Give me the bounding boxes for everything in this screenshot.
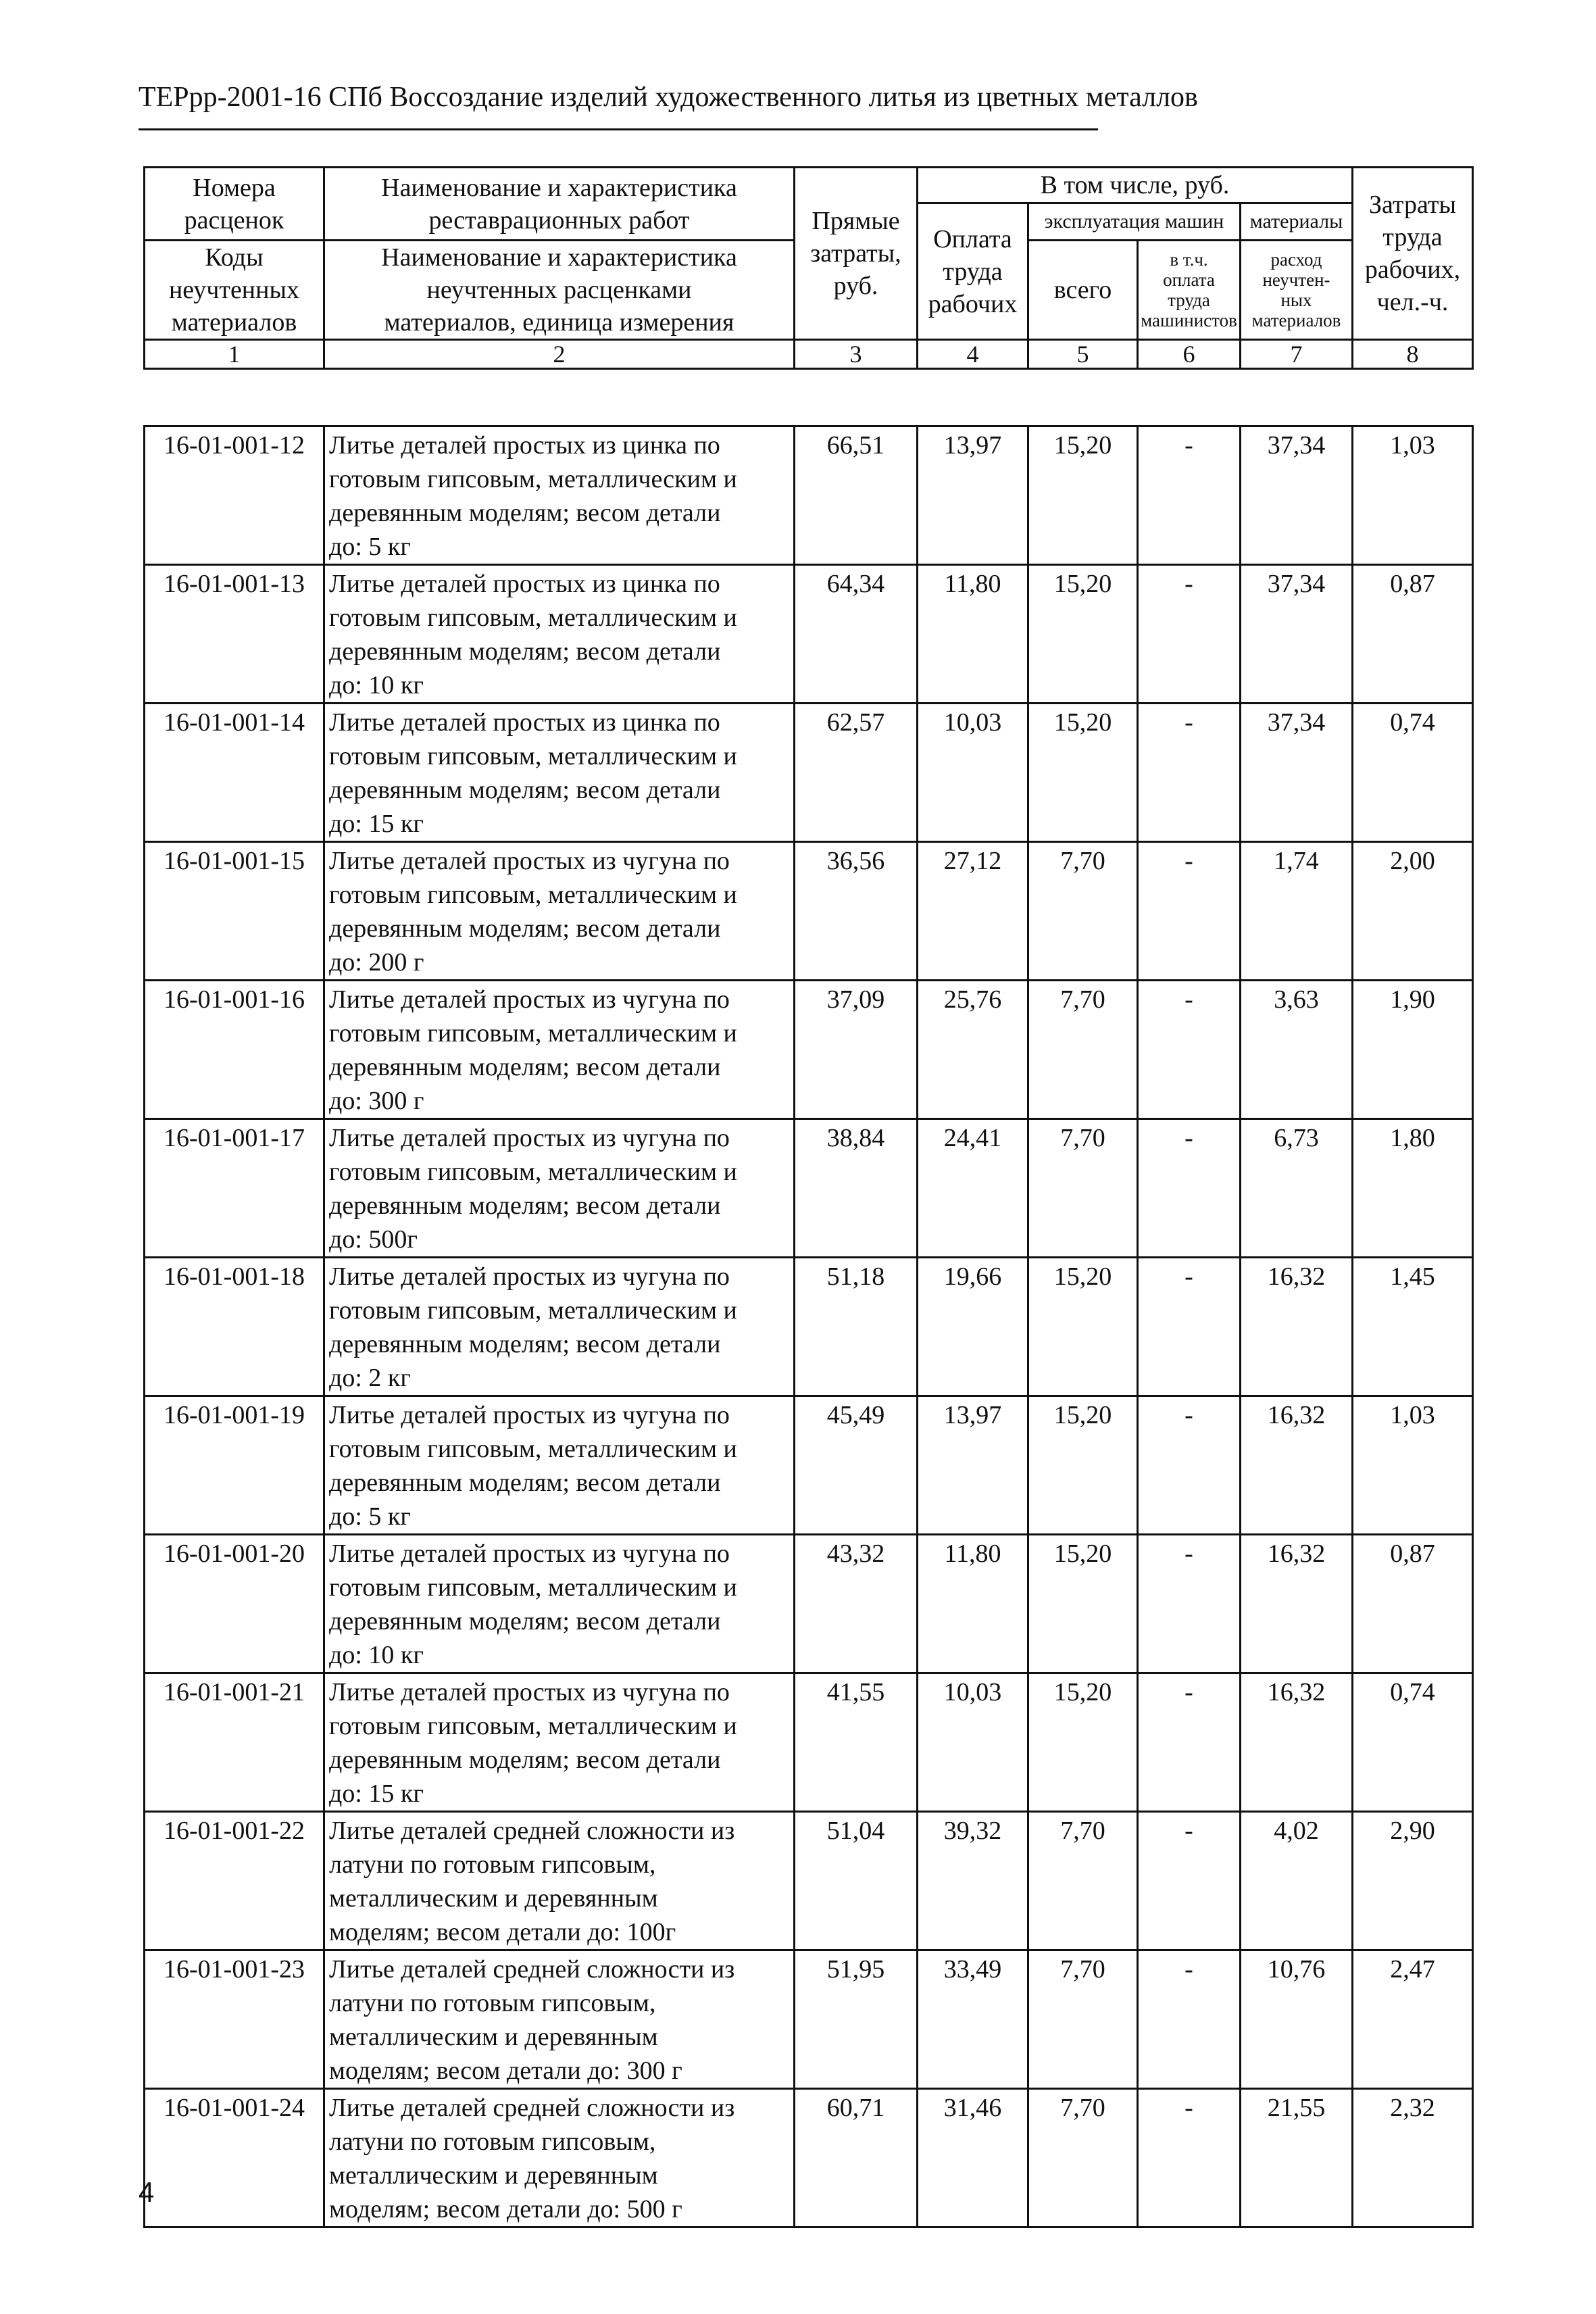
header-machines: эксплуатация машин [1028, 203, 1241, 241]
description-line: металлическим и деревянным [329, 2023, 658, 2051]
page-title: ТЕРрр-2001-16 СПб Воссоздание изделий художественного литья из цветных металлов [139, 82, 1198, 113]
description-line: до: 15 кг [329, 1779, 424, 1808]
description-line: до: 500г [329, 1225, 418, 1254]
labor-pay: 11,80 [918, 1535, 1028, 1673]
machines-total: 15,20 [1028, 1396, 1138, 1535]
machinist-pay: - [1138, 565, 1241, 704]
unaccounted-materials: 16,32 [1241, 1535, 1353, 1673]
labor-hours: 1,80 [1353, 1119, 1473, 1258]
work-description [324, 565, 795, 704]
description-line: деревянным моделям; весом детали [329, 1053, 721, 1081]
labor-pay: 25,76 [918, 981, 1028, 1119]
machinist-pay: - [1138, 1119, 1241, 1258]
column-number: 7 [1241, 340, 1353, 369]
header-machinist-pay: в т.ч. оплата труда машинистов [1138, 241, 1241, 340]
header-column-numbers [145, 340, 1473, 369]
direct-costs: 51,95 [795, 1950, 918, 2089]
description-line: готовым гипсовым, металлическим и [329, 1019, 737, 1048]
description-line: до: 10 кг [329, 671, 424, 699]
description-line: деревянным моделям; весом детали [329, 499, 721, 527]
machines-total: 15,20 [1028, 704, 1138, 842]
description-line: деревянным моделям; весом детали [329, 914, 721, 943]
labor-pay: 13,97 [918, 426, 1028, 565]
labor-pay: 19,66 [918, 1258, 1028, 1396]
title-rule [139, 128, 1098, 130]
labor-pay: 10,03 [918, 704, 1028, 842]
rate-code: 16-01-001-18 [145, 1258, 324, 1396]
machinist-pay: - [1138, 981, 1241, 1119]
description-line: готовым гипсовым, металлическим и [329, 1435, 737, 1463]
description-line: деревянным моделям; весом детали [329, 1607, 721, 1635]
machinist-pay: - [1138, 426, 1241, 565]
description-line: готовым гипсовым, металлическим и [329, 1712, 737, 1740]
unaccounted-materials: 37,34 [1241, 426, 1353, 565]
direct-costs: 41,55 [795, 1673, 918, 1812]
labor-pay: 31,46 [918, 2089, 1028, 2227]
labor-hours: 2,32 [1353, 2089, 1473, 2227]
description-line: деревянным моделям; весом детали [329, 1746, 721, 1774]
labor-hours: 1,45 [1353, 1258, 1473, 1396]
direct-costs: 43,32 [795, 1535, 918, 1673]
machines-total: 15,20 [1028, 565, 1138, 704]
labor-pay: 33,49 [918, 1950, 1028, 2089]
description-line: готовым гипсовым, металлическим и [329, 1573, 737, 1602]
table-row [145, 1396, 1473, 1535]
column-number: 2 [324, 340, 795, 369]
machinist-pay: - [1138, 1673, 1241, 1812]
labor-hours: 1,03 [1353, 426, 1473, 565]
description-line: Литье деталей простых из чугуна по [329, 847, 730, 875]
unaccounted-materials: 16,32 [1241, 1673, 1353, 1812]
rate-code: 16-01-001-21 [145, 1673, 324, 1812]
unaccounted-materials: 10,76 [1241, 1950, 1353, 2089]
rate-code: 16-01-001-24 [145, 2089, 324, 2227]
description-line: готовым гипсовым, металлическим и [329, 1158, 737, 1186]
description-line: до: 5 кг [329, 533, 411, 561]
unaccounted-materials: 37,34 [1241, 565, 1353, 704]
work-description [324, 704, 795, 842]
labor-pay: 24,41 [918, 1119, 1028, 1258]
work-description [324, 1812, 795, 1950]
description-line: готовым гипсовым, металлическим и [329, 465, 737, 493]
rates-table [143, 425, 1474, 2228]
labor-hours: 0,74 [1353, 704, 1473, 842]
header-machines-total: всего [1028, 241, 1138, 340]
description-line: деревянным моделям; весом детали [329, 1191, 721, 1220]
machinist-pay: - [1138, 1812, 1241, 1950]
rate-code: 16-01-001-12 [145, 426, 324, 565]
column-number: 3 [795, 340, 918, 369]
work-description [324, 1396, 795, 1535]
labor-pay: 11,80 [918, 565, 1028, 704]
work-description [324, 1535, 795, 1673]
description-line: деревянным моделям; весом детали [329, 637, 721, 666]
unaccounted-materials: 4,02 [1241, 1812, 1353, 1950]
unaccounted-materials: 16,32 [1241, 1396, 1353, 1535]
description-line: до: 200 г [329, 948, 424, 977]
rate-code: 16-01-001-13 [145, 565, 324, 704]
table-row [145, 1673, 1473, 1812]
rate-code: 16-01-001-19 [145, 1396, 324, 1535]
column-number: 8 [1353, 340, 1473, 369]
description-line: Литье деталей простых из цинка по [329, 431, 720, 460]
labor-hours: 0,87 [1353, 565, 1473, 704]
unaccounted-materials: 37,34 [1241, 704, 1353, 842]
labor-hours: 2,47 [1353, 1950, 1473, 2089]
labor-pay: 10,03 [918, 1673, 1028, 1812]
labor-hours: 0,74 [1353, 1673, 1473, 1812]
labor-hours: 1,90 [1353, 981, 1473, 1119]
table-row [145, 704, 1473, 842]
description-line: Литье деталей простых из чугуна по [329, 1401, 730, 1429]
labor-pay: 27,12 [918, 842, 1028, 981]
machines-total: 7,70 [1028, 1119, 1138, 1258]
description-line: металлическим и деревянным [329, 2161, 658, 2190]
rate-code: 16-01-001-20 [145, 1535, 324, 1673]
table-row [145, 1812, 1473, 1950]
header-direct-costs: Прямые затраты, руб. [795, 168, 918, 340]
description-line: Литье деталей простых из цинка по [329, 570, 720, 598]
page-number: 4 [139, 2176, 155, 2208]
header-code-bottom: Коды неучтенных материалов [145, 241, 324, 340]
column-number: 4 [918, 340, 1028, 369]
column-number: 5 [1028, 340, 1138, 369]
table-header [143, 166, 1474, 370]
labor-hours: 1,03 [1353, 1396, 1473, 1535]
rate-code: 16-01-001-22 [145, 1812, 324, 1950]
header-labor-hours: Затраты труда рабочих, чел.-ч. [1353, 168, 1473, 340]
table-row [145, 565, 1473, 704]
header-name-top: Наименование и характеристика реставрационных работ [324, 168, 795, 241]
header-materials: материалы [1241, 203, 1353, 241]
description-line: до: 300 г [329, 1087, 424, 1115]
labor-hours: 0,87 [1353, 1535, 1473, 1673]
description-line: моделям; весом детали до: 100г [329, 1918, 676, 1946]
rate-code: 16-01-001-16 [145, 981, 324, 1119]
column-number: 1 [145, 340, 324, 369]
rate-code: 16-01-001-15 [145, 842, 324, 981]
work-description [324, 1258, 795, 1396]
unaccounted-materials: 1,74 [1241, 842, 1353, 981]
header-code-top: Номера расценок [145, 168, 324, 241]
description-line: деревянным моделям; весом детали [329, 776, 721, 804]
direct-costs: 37,09 [795, 981, 918, 1119]
description-line: Литье деталей простых из чугуна по [329, 1678, 730, 1706]
machinist-pay: - [1138, 704, 1241, 842]
header-group-including: В том числе, руб. [918, 168, 1353, 203]
labor-pay: 13,97 [918, 1396, 1028, 1535]
description-line: до: 2 кг [329, 1364, 411, 1392]
table-row [145, 1119, 1473, 1258]
description-line: моделям; весом детали до: 500 г [329, 2195, 682, 2223]
machinist-pay: - [1138, 1258, 1241, 1396]
work-description [324, 1119, 795, 1258]
machinist-pay: - [1138, 1396, 1241, 1535]
header-unaccounted-materials: расход неучтен- ных материалов [1241, 241, 1353, 340]
machines-total: 7,70 [1028, 842, 1138, 981]
machinist-pay: - [1138, 1535, 1241, 1673]
labor-hours: 2,00 [1353, 842, 1473, 981]
work-description [324, 981, 795, 1119]
rate-code: 16-01-001-14 [145, 704, 324, 842]
machines-total: 15,20 [1028, 1535, 1138, 1673]
description-line: готовым гипсовым, металлическим и [329, 742, 737, 770]
table-row [145, 981, 1473, 1119]
direct-costs: 36,56 [795, 842, 918, 981]
machines-total: 15,20 [1028, 1258, 1138, 1396]
description-line: металлическим и деревянным [329, 1884, 658, 1913]
table-row [145, 426, 1473, 565]
direct-costs: 66,51 [795, 426, 918, 565]
work-description [324, 1673, 795, 1812]
table-row [145, 2089, 1473, 2227]
unaccounted-materials: 6,73 [1241, 1119, 1353, 1258]
description-line: Литье деталей средней сложности из [329, 2094, 735, 2122]
machines-total: 7,70 [1028, 1950, 1138, 2089]
direct-costs: 60,71 [795, 2089, 918, 2227]
work-description [324, 1950, 795, 2089]
rate-code: 16-01-001-23 [145, 1950, 324, 2089]
machines-total: 7,70 [1028, 981, 1138, 1119]
table-row [145, 1258, 1473, 1396]
header-name-bottom: Наименование и характеристика неучтенных расценками материалов, единица измерения [324, 241, 795, 340]
unaccounted-materials: 16,32 [1241, 1258, 1353, 1396]
description-line: готовым гипсовым, металлическим и [329, 881, 737, 909]
table-row [145, 842, 1473, 981]
description-line: латуни по готовым гипсовым, [329, 1850, 656, 1879]
direct-costs: 62,57 [795, 704, 918, 842]
description-line: Литье деталей простых из цинка по [329, 708, 720, 737]
work-description [324, 2089, 795, 2227]
header-labor-pay: Оплата труда рабочих [918, 203, 1028, 340]
table-row [145, 1950, 1473, 2089]
direct-costs: 51,18 [795, 1258, 918, 1396]
table-row [145, 1535, 1473, 1673]
description-line: Литье деталей простых из чугуна по [329, 1124, 730, 1152]
unaccounted-materials: 21,55 [1241, 2089, 1353, 2227]
description-line: Литье деталей простых из чугуна по [329, 1262, 730, 1291]
direct-costs: 64,34 [795, 565, 918, 704]
description-line: до: 5 кг [329, 1502, 411, 1531]
machines-total: 15,20 [1028, 426, 1138, 565]
description-line: Литье деталей простых из чугуна по [329, 1540, 730, 1568]
column-number: 6 [1138, 340, 1241, 369]
description-line: латуни по готовым гипсовым, [329, 1989, 656, 2017]
rate-code: 16-01-001-17 [145, 1119, 324, 1258]
labor-pay: 39,32 [918, 1812, 1028, 1950]
machinist-pay: - [1138, 842, 1241, 981]
description-line: готовым гипсовым, металлическим и [329, 1296, 737, 1325]
labor-hours: 2,90 [1353, 1812, 1473, 1950]
description-line: Литье деталей простых из чугуна по [329, 985, 730, 1014]
description-line: деревянным моделям; весом детали [329, 1469, 721, 1497]
machines-total: 7,70 [1028, 1812, 1138, 1950]
machinist-pay: - [1138, 2089, 1241, 2227]
machines-total: 15,20 [1028, 1673, 1138, 1812]
work-description [324, 426, 795, 565]
direct-costs: 51,04 [795, 1812, 918, 1950]
description-line: деревянным моделям; весом детали [329, 1330, 721, 1358]
description-line: до: 15 кг [329, 810, 424, 838]
direct-costs: 38,84 [795, 1119, 918, 1258]
machines-total: 7,70 [1028, 2089, 1138, 2227]
description-line: до: 10 кг [329, 1641, 424, 1669]
unaccounted-materials: 3,63 [1241, 981, 1353, 1119]
description-line: готовым гипсовым, металлическим и [329, 604, 737, 632]
description-line: Литье деталей средней сложности из [329, 1817, 735, 1845]
machinist-pay: - [1138, 1950, 1241, 2089]
description-line: Литье деталей средней сложности из [329, 1955, 735, 1984]
direct-costs: 45,49 [795, 1396, 918, 1535]
description-line: латуни по готовым гипсовым, [329, 2127, 656, 2156]
description-line: моделям; весом детали до: 300 г [329, 2057, 682, 2085]
work-description [324, 842, 795, 981]
